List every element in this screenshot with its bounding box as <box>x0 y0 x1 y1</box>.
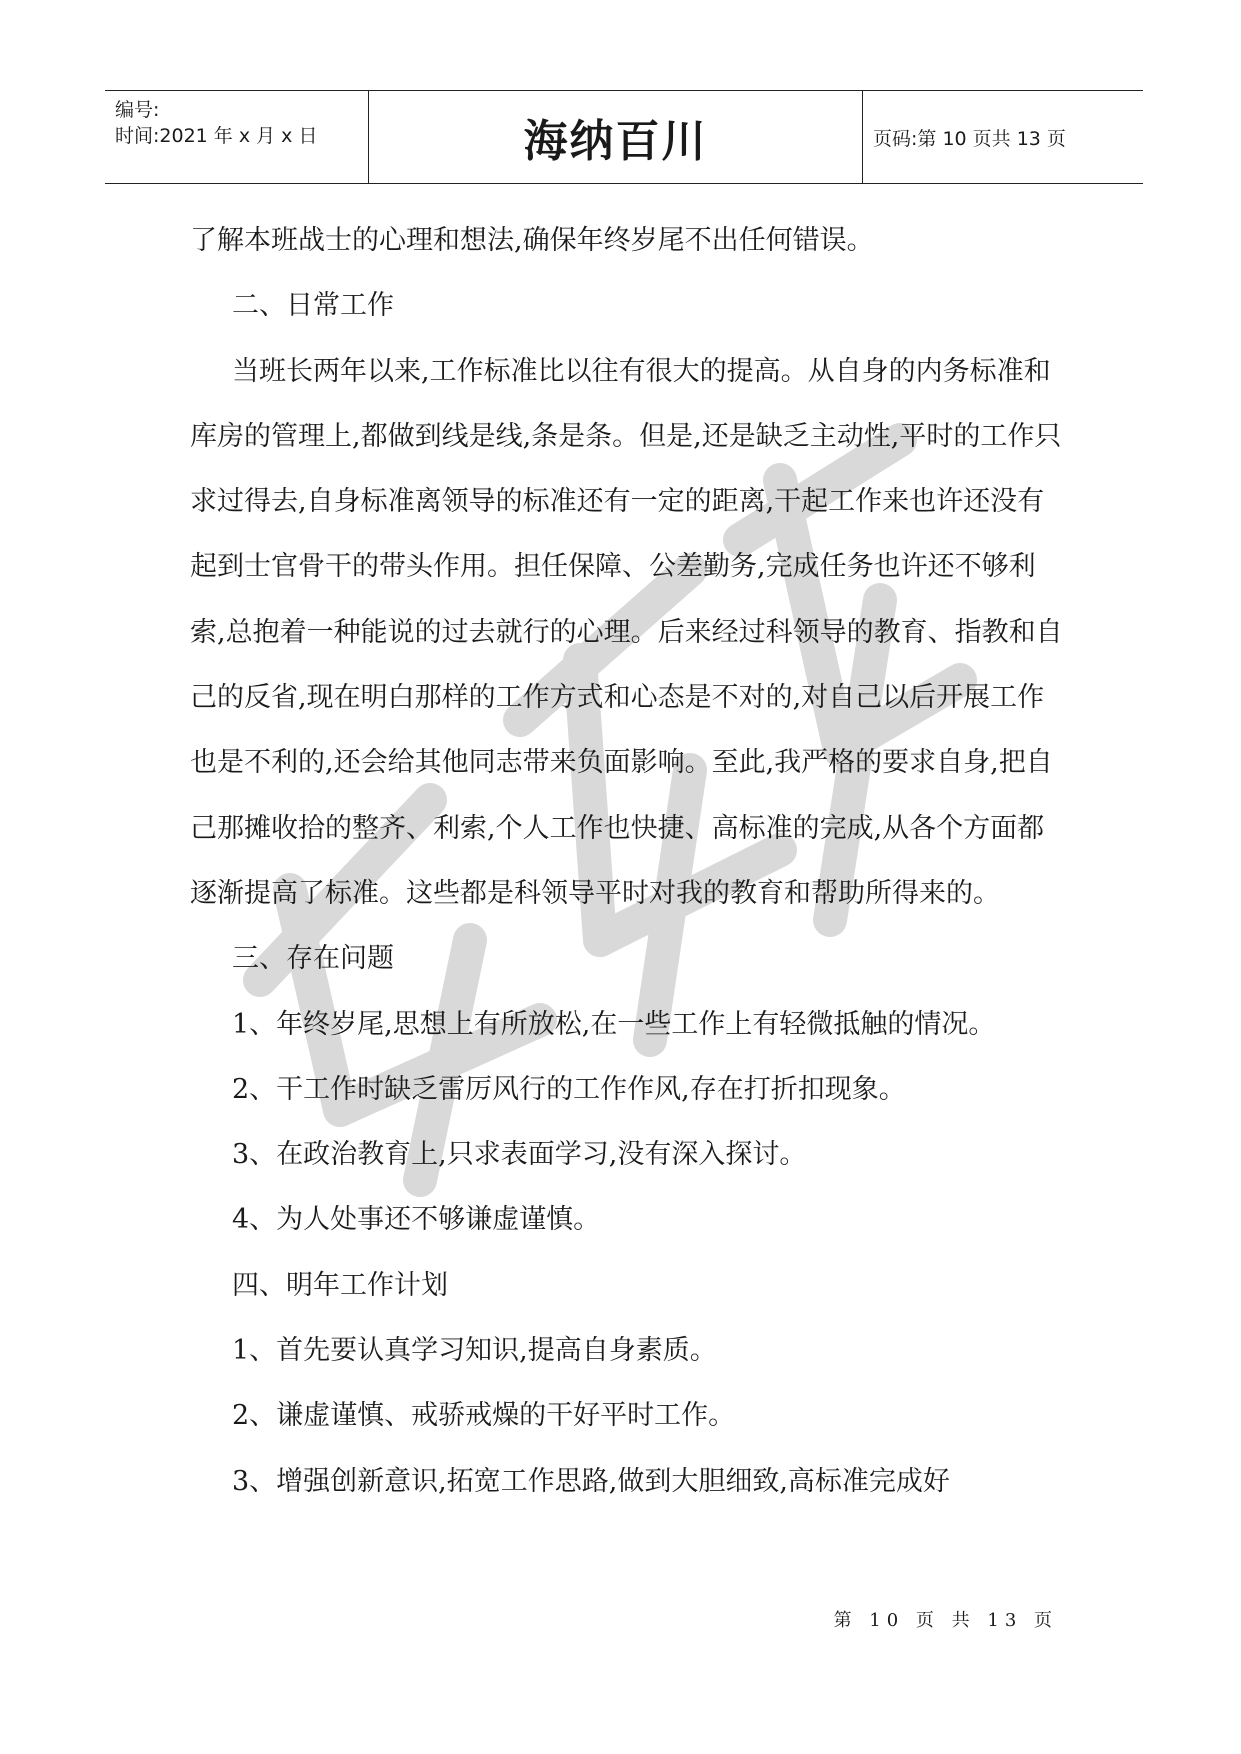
paragraph: 2、谦虚谨慎、戒骄戒燥的干好平时工作。 <box>232 1400 736 1432</box>
paragraph: 1、年终岁尾,思想上有所放松,在一些工作上有轻微抵触的情况。 <box>232 1008 996 1040</box>
paragraph: 四、明年工作计划 <box>232 1269 448 1301</box>
header-page-code: 页码:第 10 页共 13 页 <box>873 127 1066 150</box>
paragraph: 二、日常工作 <box>232 290 394 322</box>
header-meta <box>105 91 369 183</box>
paragraph: 2、干工作时缺乏雷厉风行的工作作风,存在打折扣现象。 <box>232 1073 906 1105</box>
time-label: 时间:2021 年 x 月 x 日 <box>115 125 318 147</box>
page-footer: 第 10 页 共 13 页 <box>833 1610 1058 1631</box>
paragraph: 了解本班战士的心理和想法,确保年终岁尾不出任何错误。 <box>190 225 874 256</box>
document-header <box>105 90 1143 184</box>
paragraph: 当班长两年以来,工作标准比以往有很大的提高。从自身的内务标准和库房的管理上,都做到线是线,条是条。但是,还是缺乏主动性,平时的工作只求过得去,自身标准离领导的标准还有一定的距离,干起工作来也许还没有起到士官骨干的带头作用。担任保障、公差勤务,完成任务也许还不够利索,总抱着一种能说的过去就行的心理。后来经过科领导的教育、指教和自己的反省,现在明白那样的工作方式和心态是不对的,对自己以后开展工作也是不利的,还会给其他同志带来负面影响。至此,我严格的要求自身,把自己那摊收拾的整齐、利索,个人工作也快捷、高标准的完成,从各个方面都逐渐提高了标准。这些都是科领导平时对我的教育和帮助所得来的。 <box>190 355 1063 909</box>
paragraph: 三、存在问题 <box>232 943 394 975</box>
paragraph: 3、增强创新意识,拓宽工作思路,做到大胆细致,高标准完成好 <box>232 1465 950 1497</box>
header-title: 海纳百川 <box>369 91 863 183</box>
paragraph: 1、首先要认真学习知识,提高自身素质。 <box>232 1335 717 1367</box>
paragraph: 4、为人处事还不够谦虚谨慎。 <box>232 1204 601 1236</box>
serial-number-label: 编号: <box>115 99 160 121</box>
paragraph: 3、在政治教育上,只求表面学习,没有深入探讨。 <box>232 1139 807 1171</box>
document-body <box>190 208 1070 1514</box>
